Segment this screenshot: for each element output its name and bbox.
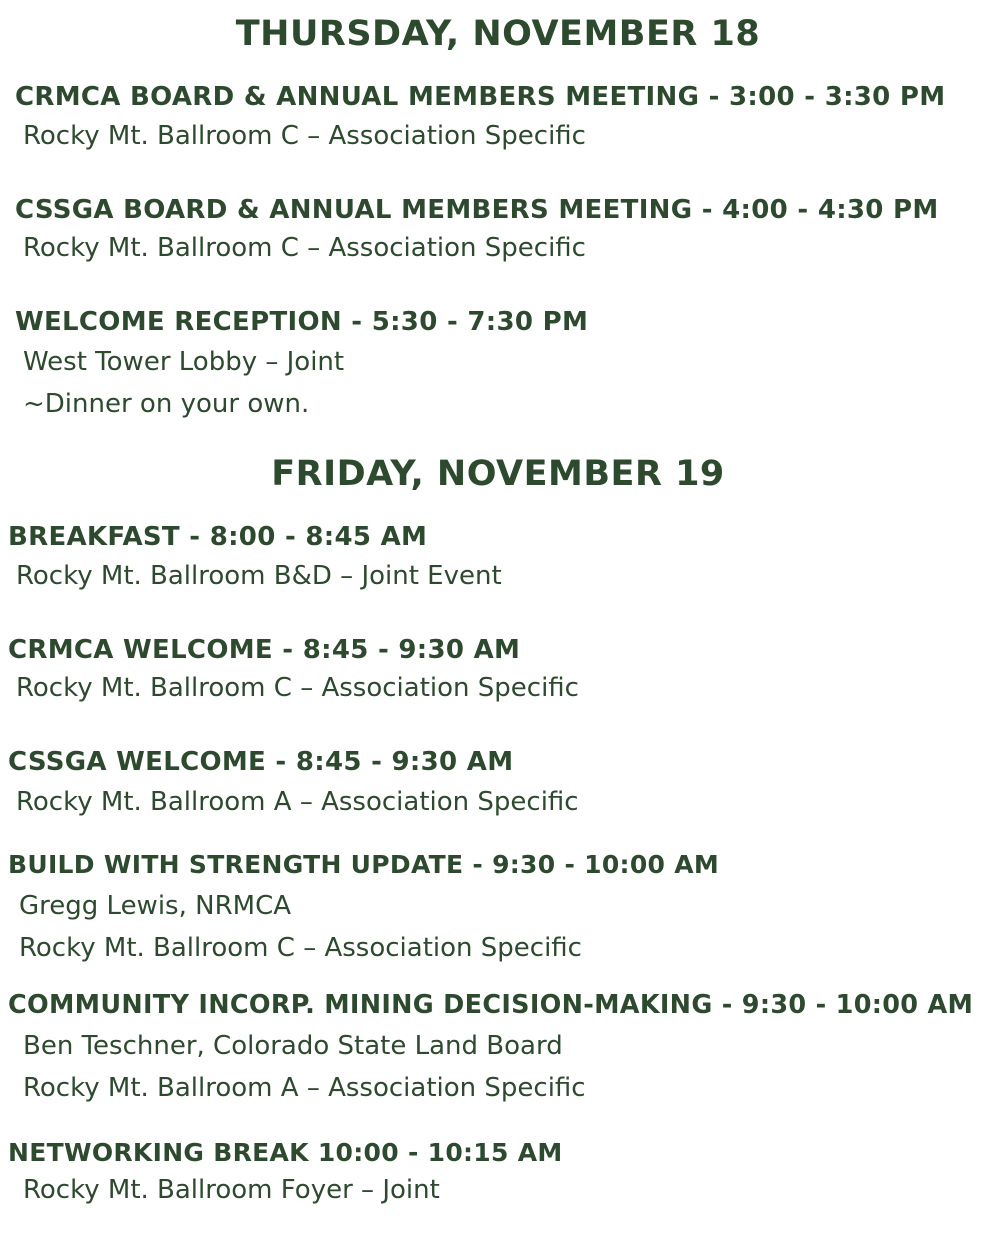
event-location: West Tower Lobby – Joint bbox=[23, 347, 345, 377]
event-note: ~Dinner on your own. bbox=[23, 389, 310, 419]
event-location: Rocky Mt. Ballroom B&D – Joint Event bbox=[16, 561, 502, 591]
event-title-cssga-board: CSSGA BOARD & ANNUAL MEMBERS MEETING - 4:00 - 4:30 PM bbox=[15, 195, 939, 225]
event-title-cssga-welcome: CSSGA WELCOME - 8:45 - 9:30 AM bbox=[8, 747, 514, 777]
day-heading-friday: FRIDAY, NOVEMBER 19 bbox=[271, 454, 725, 494]
event-title-build-with-strength: BUILD WITH STRENGTH UPDATE - 9:30 - 10:00 AM bbox=[8, 850, 720, 879]
event-location: Rocky Mt. Ballroom A – Association Specific bbox=[23, 1073, 586, 1103]
event-title-crmca-welcome: CRMCA WELCOME - 8:45 - 9:30 AM bbox=[8, 635, 521, 665]
event-location: Rocky Mt. Ballroom C – Association Specific bbox=[23, 233, 586, 263]
event-title-community-mining: COMMUNITY INCORP. MINING DECISION-MAKING - 9:30 - 10:00 AM bbox=[8, 990, 974, 1020]
event-title-crmca-board: CRMCA BOARD & ANNUAL MEMBERS MEETING - 3:00 - 3:30 PM bbox=[15, 82, 946, 112]
event-location: Rocky Mt. Ballroom C – Association Specific bbox=[23, 121, 586, 151]
event-location: Rocky Mt. Ballroom Foyer – Joint bbox=[23, 1175, 440, 1205]
event-speaker: Ben Teschner, Colorado State Land Board bbox=[23, 1031, 563, 1061]
event-title-breakfast: BREAKFAST - 8:00 - 8:45 AM bbox=[8, 522, 428, 552]
event-location: Rocky Mt. Ballroom C – Association Specific bbox=[19, 933, 582, 963]
event-location: Rocky Mt. Ballroom C – Association Specific bbox=[16, 673, 579, 703]
event-speaker: Gregg Lewis, NRMCA bbox=[19, 891, 292, 921]
event-title-welcome-reception: WELCOME RECEPTION - 5:30 - 7:30 PM bbox=[15, 307, 589, 337]
event-title-networking-break: NETWORKING BREAK 10:00 - 10:15 AM bbox=[8, 1138, 563, 1167]
day-heading-thursday: THURSDAY, NOVEMBER 18 bbox=[235, 14, 761, 54]
event-location: Rocky Mt. Ballroom A – Association Specific bbox=[16, 787, 579, 817]
